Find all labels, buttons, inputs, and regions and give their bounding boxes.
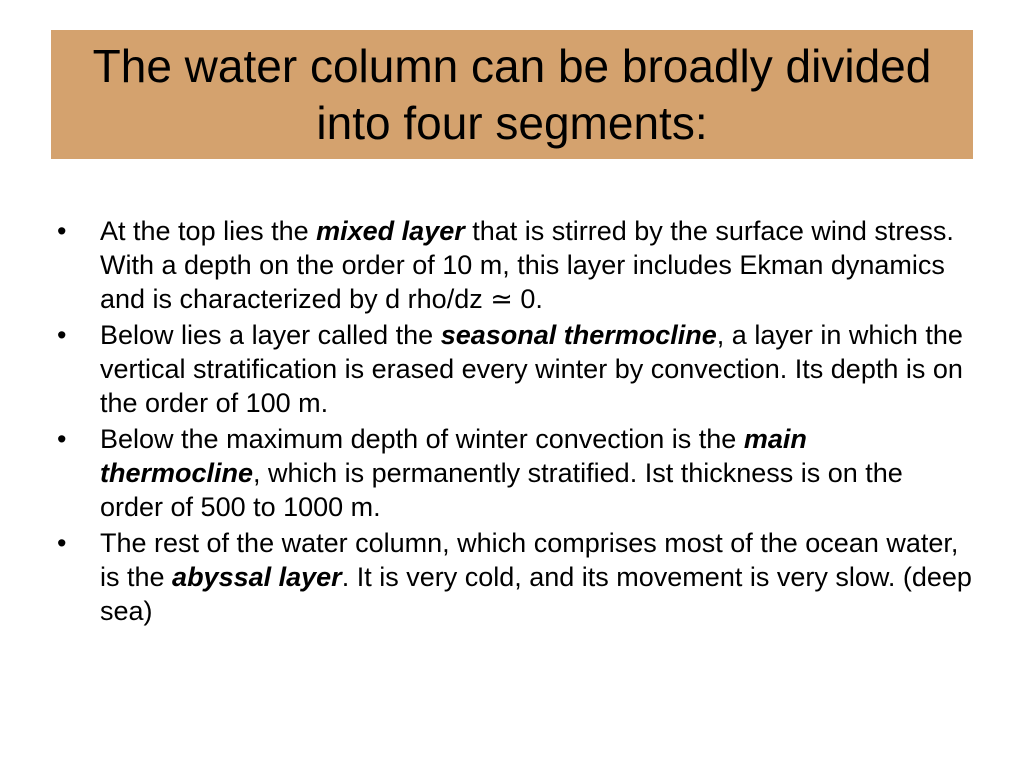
bullet-term: main thermocline [100, 424, 807, 488]
bullet-term: seasonal thermocline [440, 320, 717, 350]
bullet-text-lead: At the top lies the [100, 216, 317, 246]
bullet-list [57, 214, 972, 630]
bullet-text-lead: The rest of the water column, which comprises most of the ocean water, is the [100, 528, 959, 592]
bullet-item-abyssal-layer [57, 526, 972, 628]
bullet-item-seasonal-thermocline [57, 318, 972, 420]
bullet-marker: • [57, 528, 67, 558]
bullet-term: abyssal layer [172, 562, 342, 592]
bullet-item-mixed-layer [57, 214, 972, 316]
slide-title: The water column can be broadly divided into four segments: [92, 39, 932, 149]
bullet-item-main-thermocline [57, 422, 972, 524]
bullet-text-lead: Below the maximum depth of winter convection is the [100, 424, 744, 454]
bullet-text-lead: Below lies a layer called the [100, 320, 441, 350]
bullet-marker: • [57, 424, 67, 454]
bullet-term: mixed layer [316, 216, 465, 246]
bullet-text-rest: that is stirred by the surface wind stress. With a depth on the order of 10 m, this layer includes Ekman dynamics and is characterized by d rho/dz ≃ 0. [100, 216, 954, 314]
bullet-marker: • [57, 216, 67, 246]
bullet-text-rest: , a layer in which the vertical stratification is erased every winter by convection. Its depth is on the order of 100 m. [100, 320, 963, 418]
bullet-marker: • [57, 320, 67, 350]
bullet-text-rest: . It is very cold, and its movement is very slow. (deep sea) [100, 562, 972, 626]
bullet-text-rest: , which is permanently stratified. Ist thickness is on the order of 500 to 1000 m. [100, 458, 903, 522]
slide-title-banner [51, 30, 973, 159]
